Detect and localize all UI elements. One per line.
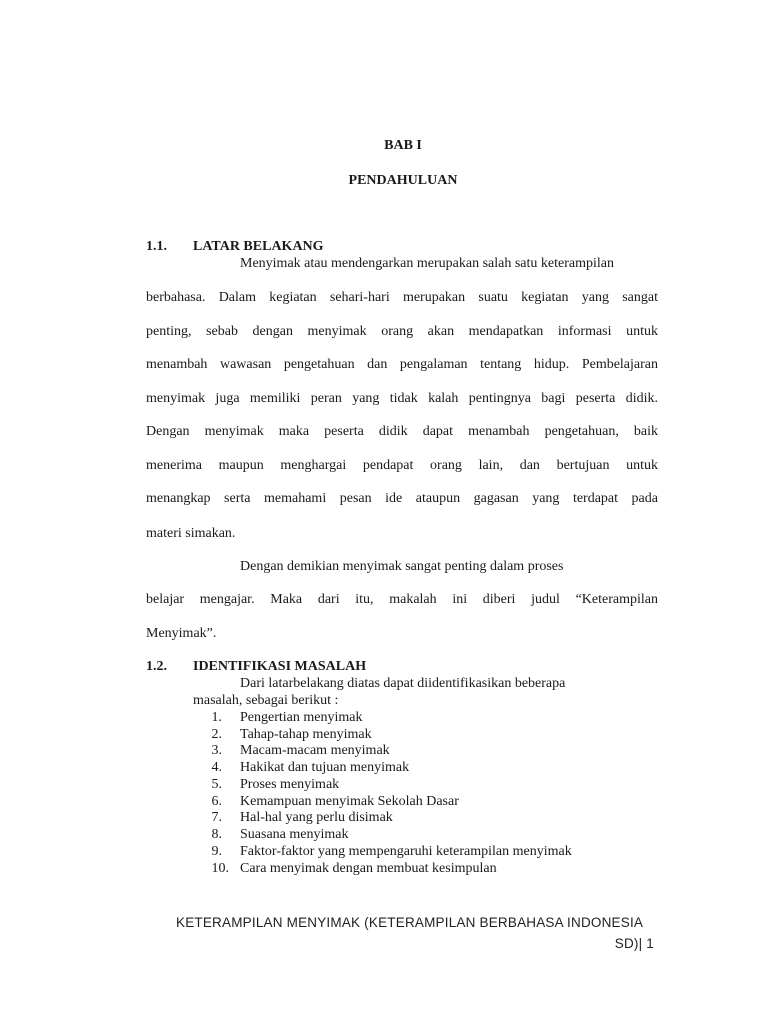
para1-line-4: menyimak juga memiliki peran yang tidak kalah pentingnya bagi peserta didik. (146, 391, 658, 406)
list-item: Macam-macam menyimak (240, 743, 390, 758)
list-item: Cara menyimak dengan membuat kesimpulan (240, 861, 497, 876)
para1-line-1: berbahasa. Dalam kegiatan sehari-hari merupakan suatu kegiatan yang sangat (146, 290, 658, 305)
list-item-number: 6. (211, 794, 222, 809)
list-item: Proses menyimak (240, 777, 340, 792)
para1-line-0: Menyimak atau mendengarkan merupakan salah satu keterampilan (240, 256, 614, 271)
chapter-label: BAB I (384, 138, 422, 153)
section-2-intro-line-1: masalah, sebagai berikut : (193, 693, 339, 708)
list-item: Faktor-faktor yang mempengaruhi keterampilan menyimak (240, 844, 572, 859)
list-item-number: 4. (211, 760, 222, 775)
page-footer-line-1: KETERAMPILAN MENYIMAK (KETERAMPILAN BERBAHASA INDONESIA (176, 915, 644, 930)
section-2-intro-line-0: Dari latarbelakang diatas dapat diidentifikasikan beberapa (240, 676, 566, 691)
list-item: Kemampuan menyimak Sekolah Dasar (240, 794, 459, 809)
para1-line-7: menangkap serta memahami pesan ide ataupun gagasan yang terdapat pada (146, 491, 658, 506)
list-item-number: 5. (211, 777, 222, 792)
list-item: Hal-hal yang perlu disimak (240, 810, 393, 825)
para1-line-6: menerima maupun menghargai pendapat orang lain, dan bertujuan untuk (146, 458, 658, 473)
para1-line-3: menambah wawasan pengetahuan dan pengalaman tentang hidup. Pembelajaran (146, 357, 658, 372)
list-item-number: 10. (211, 861, 229, 876)
list-item-number: 9. (211, 844, 222, 859)
para1-line-8: materi simakan. (146, 526, 236, 541)
list-item: Hakikat dan tujuan menyimak (240, 760, 410, 775)
section-1-number: 1.1. (146, 239, 167, 254)
list-item-number: 7. (211, 810, 222, 825)
list-item-number: 3. (211, 743, 222, 758)
list-item: Suasana menyimak (240, 827, 349, 842)
para1-line-5: Dengan menyimak maka peserta didik dapat menambah pengetahuan, baik (146, 424, 658, 439)
section-1-heading: LATAR BELAKANG (193, 239, 324, 254)
para2-line-0: Dengan demikian menyimak sangat penting dalam proses (240, 559, 564, 574)
list-item: Pengertian menyimak (240, 710, 363, 725)
para2-line-1: belajar mengajar. Maka dari itu, makalah ini diberi judul “Keterampilan (146, 592, 658, 607)
chapter-title: PENDAHULUAN (348, 173, 458, 188)
list-item-number: 2. (211, 727, 222, 742)
section-2-number: 1.2. (146, 659, 167, 674)
para1-line-2: penting, sebab dengan menyimak orang akan mendapatkan informasi untuk (146, 324, 658, 339)
list-item: Tahap-tahap menyimak (240, 727, 372, 742)
section-2-heading: IDENTIFIKASI MASALAH (193, 659, 367, 674)
list-item-number: 1. (211, 710, 222, 725)
page-footer-line-2: SD)| 1 (614, 936, 654, 951)
list-item-number: 8. (211, 827, 222, 842)
para2-line-2: Menyimak”. (146, 626, 217, 641)
